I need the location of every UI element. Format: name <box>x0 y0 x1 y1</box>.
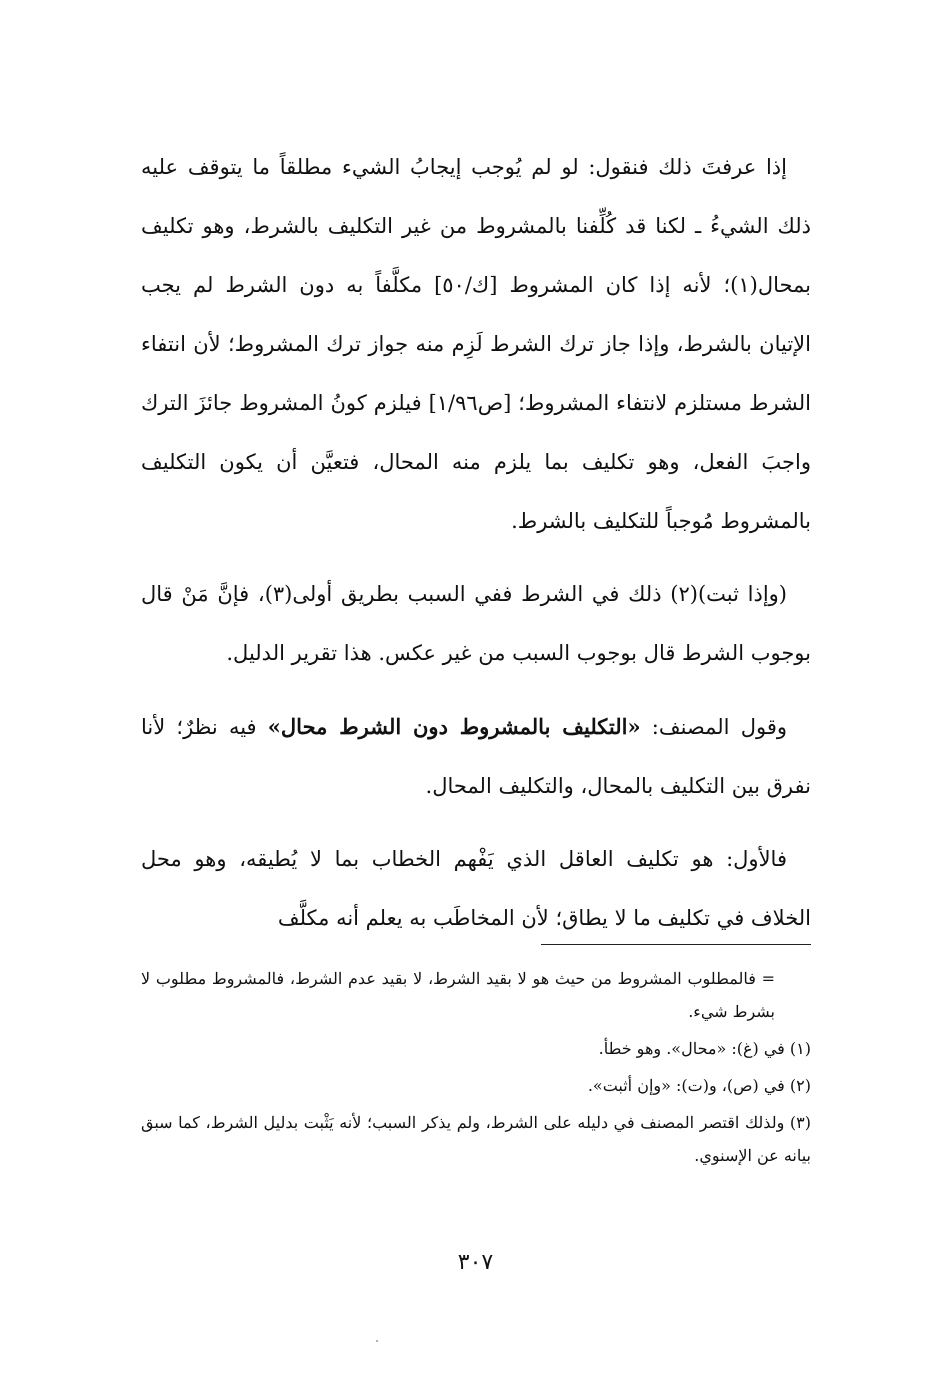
paragraph-3-quote: «التكليف بالمشروط دون الشرط محال» <box>267 714 641 739</box>
scan-speck <box>376 1340 378 1342</box>
footnote-2: (٢) في (ص)، و(ت): «وإن أثبت». <box>587 1076 811 1095</box>
main-text-block <box>141 138 811 962</box>
footnote-3: (٣) ولذلك اقتصر المصنف في دليله على الشرط، ولم يذكر السبب؛ لأنه يَثْبت بدليل الشرط، كما سبق بيانه عن الإسنوي. <box>141 1113 811 1165</box>
paragraph-4: فالأول: هو تكليف العاقل الذي يَفْهم الخطاب بما لا يُطيقه، وهو محل الخلاف في تكليف ما لا يطاق؛ لأن المخاطَب به يعلم أنه مكلَّف <box>141 847 811 930</box>
paragraph-3-intro: وقول المصنف: <box>640 715 787 739</box>
paragraph-3-rest: فيه نظرٌ؛ لأنا نفرق بين التكليف بالمحال، والتكليف المحال. <box>141 715 811 798</box>
paragraph-2: (وإذا ثبت)(٢) ذلك في الشرط ففي السبب بطريق أولى(٣)، فإنَّ مَنْ قال بوجوب الشرط قال بوجوب السبب من غير عكس. هذا تقرير الدليل. <box>141 582 811 665</box>
footnote-divider <box>541 944 811 945</box>
footnote-continuation: = فالمطلوب المشروط من حيث هو لا بقيد الشرط، لا بقيد عدم الشرط، فالمشروط مطلوب لا بشرط شيء. <box>141 969 775 1021</box>
footnote-1: (١) في (غ): «محال». وهو خطأ. <box>598 1039 811 1058</box>
paragraph-3 <box>141 697 811 816</box>
footnotes-block <box>141 962 811 1176</box>
paragraph-1: إذا عرفتَ ذلك فنقول: لو لم يُوجب إيجابُ الشيء مطلقاً ما يتوقف عليه ذلك الشيءُ ـ لكنا قد كُلِّفنا بالمشروط من غير التكليف بالشرط، وهو تكليف بمحال(١)؛ لأنه إذا كان المشروط [ك/٥٠] مكلَّفاً به دون الشرط لم يجب الإتيان بالشرط، وإذا جاز ترك الشرط لَزِم منه جواز ترك المشروط؛ لأن انتفاء الشرط مستلزم لانتفاء المشروط؛ [ص١/٩٦] فيلزم كونُ المشروط جائزَ الترك واجبَ الفعل، وهو تكليف بما يلزم منه المحال، فتعيَّن أن يكون التكليف بالمشروط مُوجباً للتكليف بالشرط. <box>141 155 812 533</box>
page-number: ٣٠٧ <box>457 1250 494 1275</box>
